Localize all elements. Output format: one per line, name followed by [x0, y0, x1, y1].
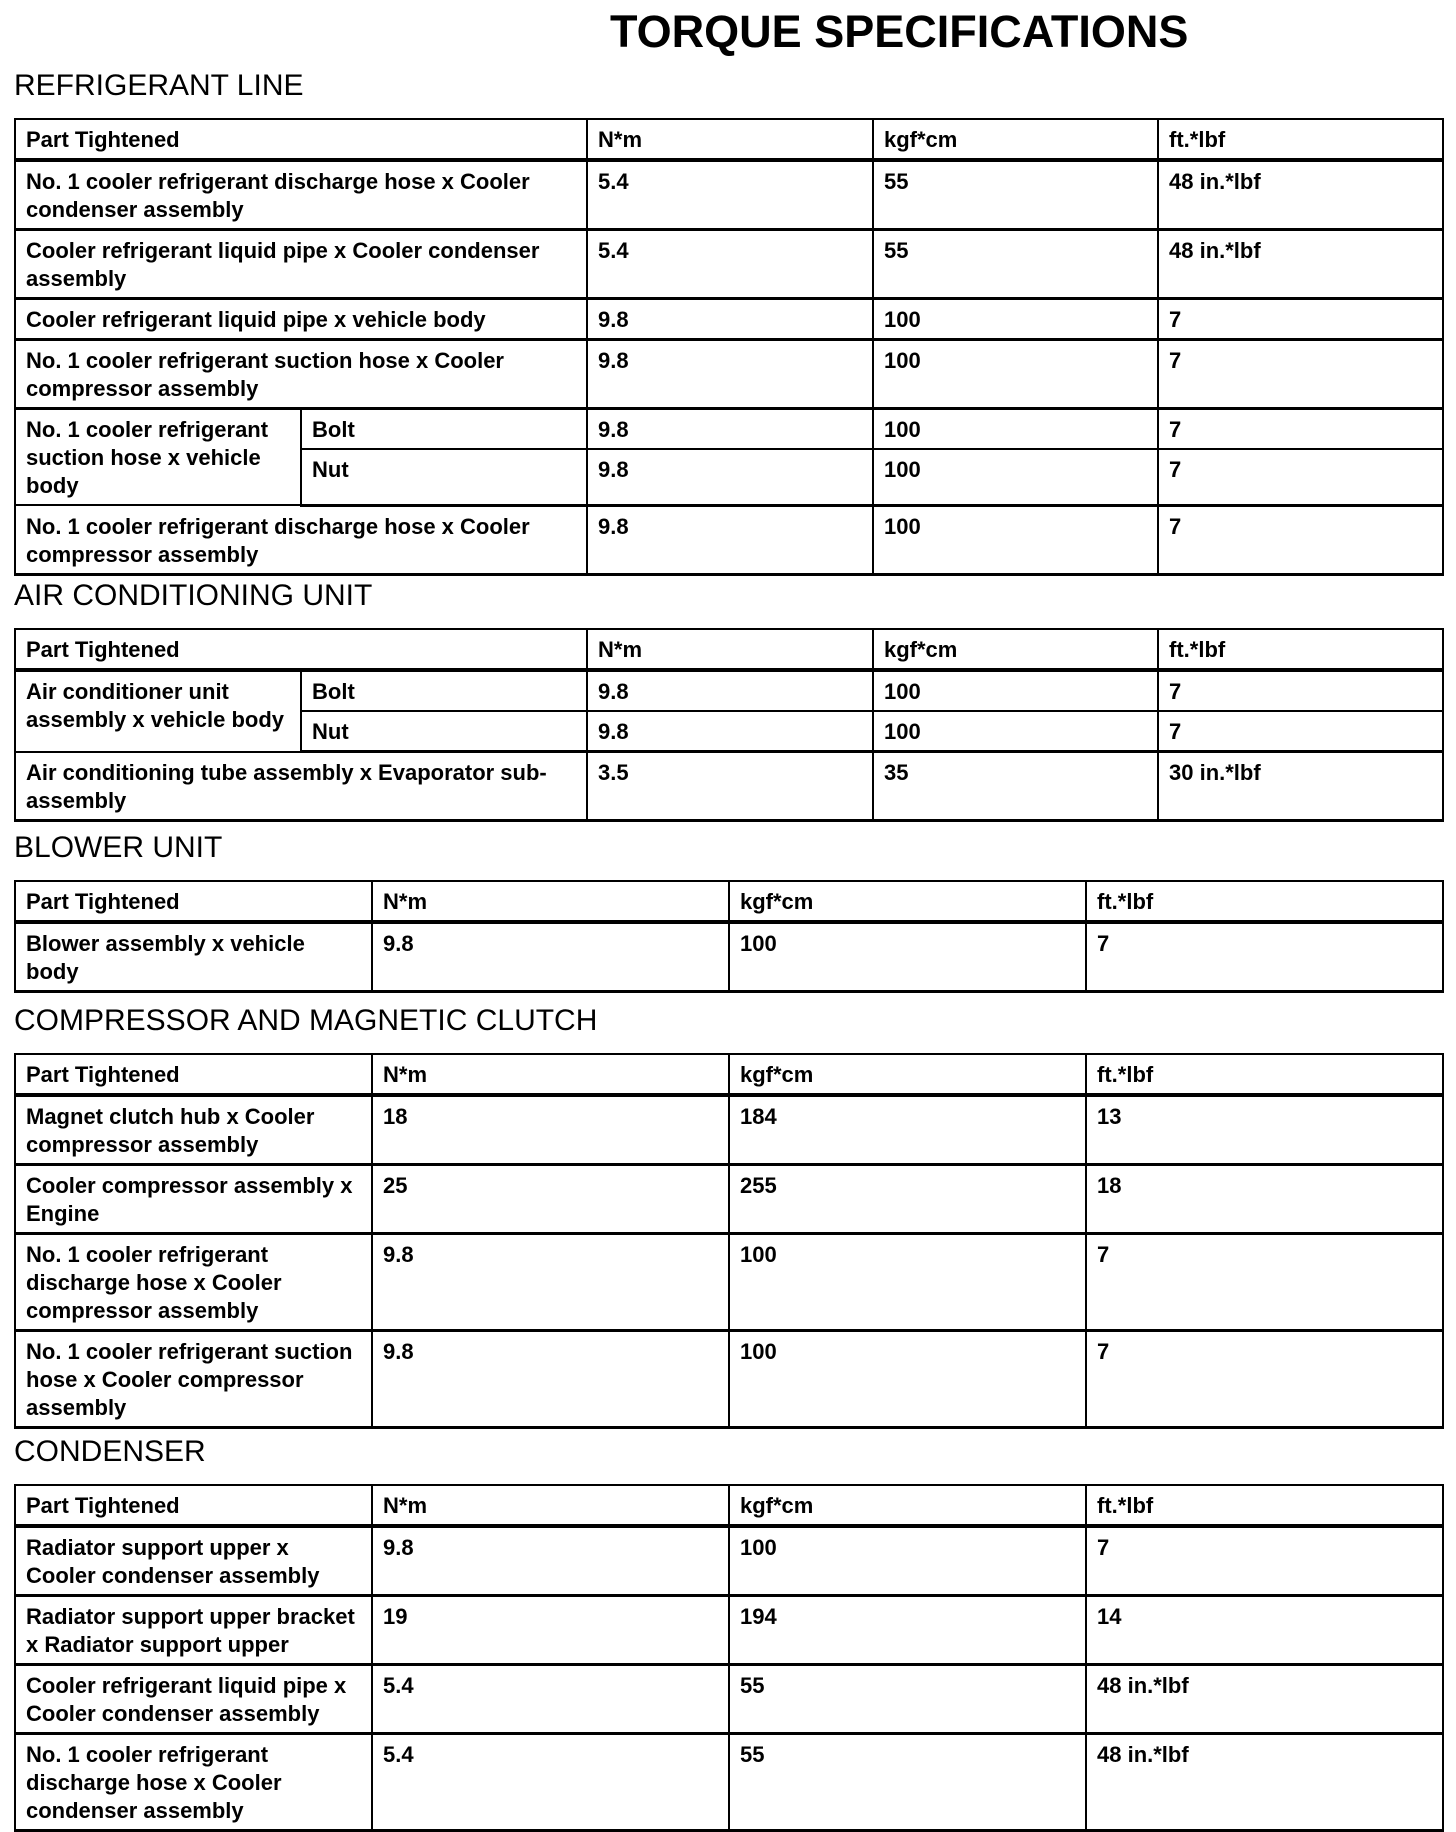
col-header-ft: ft.*lbf	[1158, 119, 1443, 160]
ft-cell: 7	[1086, 922, 1443, 992]
col-header-ft: ft.*lbf	[1086, 881, 1443, 922]
nm-cell: 5.4	[372, 1665, 729, 1734]
kgf-cell: 100	[873, 449, 1158, 505]
kgf-cell: 100	[729, 922, 1086, 992]
part-cell: Air conditioner unit assembly x vehicle body	[15, 670, 301, 752]
torque-table	[14, 118, 1444, 576]
ft-cell: 48 in.*lbf	[1086, 1665, 1443, 1734]
part-cell: No. 1 cooler refrigerant suction hose x Cooler compressor assembly	[15, 1331, 372, 1428]
table-row	[15, 1331, 1443, 1428]
col-header-part: Part Tightened	[15, 1485, 372, 1526]
ft-cell: 48 in.*lbf	[1158, 230, 1443, 299]
fastener-cell: Nut	[301, 711, 587, 752]
kgf-cell: 55	[729, 1665, 1086, 1734]
col-header-part: Part Tightened	[15, 629, 587, 670]
part-cell: No. 1 cooler refrigerant discharge hose x Cooler condenser assembly	[15, 1734, 372, 1831]
part-cell: No. 1 cooler refrigerant discharge hose x Cooler compressor assembly	[15, 1234, 372, 1331]
col-header-part: Part Tightened	[15, 881, 372, 922]
nm-cell: 9.8	[587, 340, 873, 409]
nm-cell: 18	[372, 1095, 729, 1165]
fastener-cell: Bolt	[301, 409, 587, 450]
nm-cell: 5.4	[372, 1734, 729, 1831]
part-cell: No. 1 cooler refrigerant suction hose x vehicle body	[15, 409, 301, 506]
kgf-cell: 100	[873, 409, 1158, 450]
nm-cell: 9.8	[372, 1526, 729, 1596]
nm-cell: 9.8	[372, 1331, 729, 1428]
nm-cell: 9.8	[587, 449, 873, 505]
col-header-part: Part Tightened	[15, 1054, 372, 1095]
table-row	[15, 922, 1443, 992]
table-row	[15, 230, 1443, 299]
nm-cell: 9.8	[372, 1234, 729, 1331]
ft-cell: 7	[1086, 1234, 1443, 1331]
ft-cell: 7	[1158, 340, 1443, 409]
part-cell: Cooler refrigerant liquid pipe x Cooler condenser assembly	[15, 230, 587, 299]
fastener-cell: Nut	[301, 449, 587, 505]
part-cell: Air conditioning tube assembly x Evaporator sub-assembly	[15, 752, 587, 821]
kgf-cell: 100	[873, 670, 1158, 711]
kgf-cell: 100	[873, 299, 1158, 340]
table-header-row	[15, 1485, 1443, 1526]
col-header-ft: ft.*lbf	[1158, 629, 1443, 670]
section-heading: CONDENSER	[14, 1435, 206, 1468]
table-row	[15, 1734, 1443, 1831]
ft-cell: 13	[1086, 1095, 1443, 1165]
section-heading: AIR CONDITIONING UNIT	[14, 579, 373, 612]
table-row	[15, 299, 1443, 340]
nm-cell: 5.4	[587, 160, 873, 230]
kgf-cell: 184	[729, 1095, 1086, 1165]
col-header-nm: N*m	[372, 1054, 729, 1095]
table-header-row	[15, 119, 1443, 160]
col-header-nm: N*m	[587, 629, 873, 670]
kgf-cell: 55	[873, 230, 1158, 299]
nm-cell: 5.4	[587, 230, 873, 299]
kgf-cell: 55	[873, 160, 1158, 230]
kgf-cell: 100	[729, 1234, 1086, 1331]
col-header-kgf: kgf*cm	[729, 1485, 1086, 1526]
nm-cell: 9.8	[372, 922, 729, 992]
col-header-part: Part Tightened	[15, 119, 587, 160]
fastener-cell: Bolt	[301, 670, 587, 711]
table-header-row	[15, 1054, 1443, 1095]
kgf-cell: 100	[729, 1331, 1086, 1428]
part-cell: Cooler refrigerant liquid pipe x Cooler condenser assembly	[15, 1665, 372, 1734]
ft-cell: 48 in.*lbf	[1086, 1734, 1443, 1831]
table-row	[15, 340, 1443, 409]
ft-cell: 48 in.*lbf	[1158, 160, 1443, 230]
ft-cell: 7	[1158, 449, 1443, 505]
ft-cell: 7	[1158, 505, 1443, 574]
nm-cell: 9.8	[587, 299, 873, 340]
part-cell: Blower assembly x vehicle body	[15, 922, 372, 992]
torque-table	[14, 1484, 1444, 1832]
col-header-nm: N*m	[372, 881, 729, 922]
kgf-cell: 100	[873, 711, 1158, 752]
ft-cell: 30 in.*lbf	[1158, 752, 1443, 821]
ft-cell: 7	[1158, 711, 1443, 752]
section-heading: REFRIGERANT LINE	[14, 69, 304, 102]
kgf-cell: 55	[729, 1734, 1086, 1831]
col-header-ft: ft.*lbf	[1086, 1485, 1443, 1526]
ft-cell: 14	[1086, 1596, 1443, 1665]
part-cell: Magnet clutch hub x Cooler compressor assembly	[15, 1095, 372, 1165]
table-row	[15, 752, 1443, 821]
nm-cell: 25	[372, 1165, 729, 1234]
ft-cell: 18	[1086, 1165, 1443, 1234]
nm-cell: 3.5	[587, 752, 873, 821]
part-cell: No. 1 cooler refrigerant discharge hose x Cooler compressor assembly	[15, 505, 587, 574]
col-header-ft: ft.*lbf	[1086, 1054, 1443, 1095]
torque-table	[14, 628, 1444, 822]
ft-cell: 7	[1086, 1526, 1443, 1596]
kgf-cell: 255	[729, 1165, 1086, 1234]
part-cell: Cooler compressor assembly x Engine	[15, 1165, 372, 1234]
table-row	[15, 1165, 1443, 1234]
table-row	[15, 160, 1443, 230]
page-title: TORQUE SPECIFICATIONS	[610, 6, 1189, 57]
nm-cell: 9.8	[587, 505, 873, 574]
table-row	[15, 1095, 1443, 1165]
ft-cell: 7	[1158, 299, 1443, 340]
table-row	[15, 670, 1443, 711]
torque-table	[14, 880, 1444, 993]
table-header-row	[15, 629, 1443, 670]
part-cell: No. 1 cooler refrigerant discharge hose x Cooler condenser assembly	[15, 160, 587, 230]
kgf-cell: 100	[873, 340, 1158, 409]
table-row	[15, 1234, 1443, 1331]
ft-cell: 7	[1158, 409, 1443, 450]
kgf-cell: 100	[729, 1526, 1086, 1596]
part-cell: Radiator support upper bracket x Radiator support upper	[15, 1596, 372, 1665]
col-header-kgf: kgf*cm	[873, 119, 1158, 160]
nm-cell: 19	[372, 1596, 729, 1665]
table-row	[15, 1596, 1443, 1665]
torque-table	[14, 1053, 1444, 1429]
kgf-cell: 35	[873, 752, 1158, 821]
table-row	[15, 409, 1443, 450]
ft-cell: 7	[1086, 1331, 1443, 1428]
section-heading: BLOWER UNIT	[14, 831, 223, 864]
table-row	[15, 505, 1443, 574]
nm-cell: 9.8	[587, 670, 873, 711]
kgf-cell: 194	[729, 1596, 1086, 1665]
col-header-nm: N*m	[587, 119, 873, 160]
table-row	[15, 1665, 1443, 1734]
col-header-nm: N*m	[372, 1485, 729, 1526]
kgf-cell: 100	[873, 505, 1158, 574]
part-cell: Radiator support upper x Cooler condenser assembly	[15, 1526, 372, 1596]
table-header-row	[15, 881, 1443, 922]
col-header-kgf: kgf*cm	[729, 1054, 1086, 1095]
part-cell: Cooler refrigerant liquid pipe x vehicle body	[15, 299, 587, 340]
ft-cell: 7	[1158, 670, 1443, 711]
col-header-kgf: kgf*cm	[873, 629, 1158, 670]
nm-cell: 9.8	[587, 711, 873, 752]
table-row	[15, 1526, 1443, 1596]
nm-cell: 9.8	[587, 409, 873, 450]
col-header-kgf: kgf*cm	[729, 881, 1086, 922]
part-cell: No. 1 cooler refrigerant suction hose x Cooler compressor assembly	[15, 340, 587, 409]
section-heading: COMPRESSOR AND MAGNETIC CLUTCH	[14, 1004, 598, 1037]
